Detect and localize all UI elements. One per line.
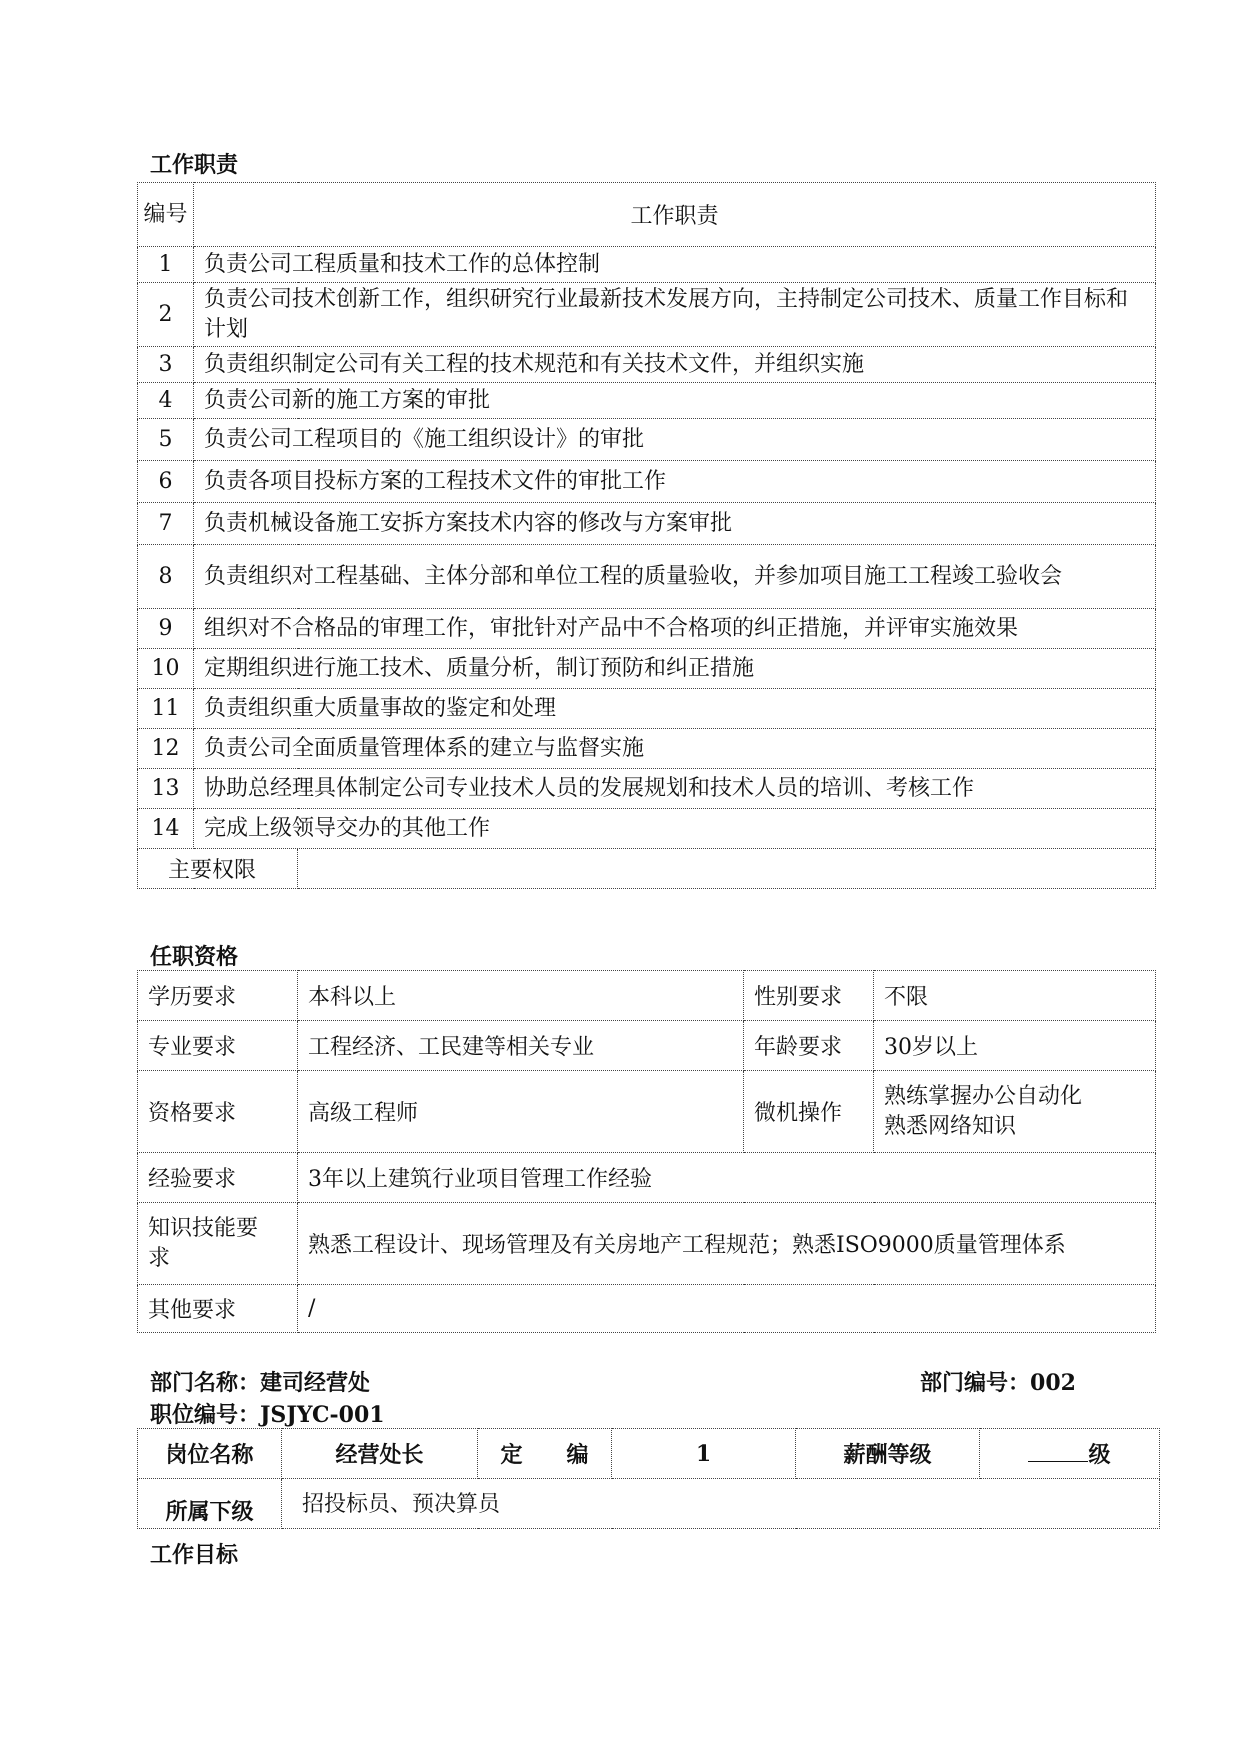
department-name-value: 建司经营处 [260,1370,371,1396]
computer-label: 微机操作 [744,1071,874,1153]
duty-row [138,461,1156,503]
subordinate-value: 招投标员、预决算员 [282,1479,1160,1529]
position-code-value: JSJYC-001 [260,1402,385,1428]
duty-row [138,347,1156,383]
duty-number: 10 [138,649,194,689]
other-value: / [298,1285,1156,1333]
subordinate-label: 所属下级 [138,1479,282,1529]
goals-section-title: 工作目标 [150,1542,239,1568]
duty-number: 7 [138,503,194,545]
duty-text: 负责公司技术创新工作，组织研究行业最新技术发展方向，主持制定公司技术、质量工作目标和计划 [194,283,1156,347]
education-value: 本科以上 [298,971,744,1021]
qualifications-section-title: 任职资格 [150,944,239,970]
duty-row [138,247,1156,283]
duty-text: 负责组织制定公司有关工程的技术规范和有关技术文件，并组织实施 [194,347,1156,383]
duty-number: 13 [138,769,194,809]
duty-text: 组织对不合格品的审理工作，审批针对产品中不合格项的纠正措施，并评审实施效果 [194,609,1156,649]
qualifications-table [137,970,1156,1333]
position-title-label: 岗位名称 [138,1429,282,1479]
experience-label: 经验要求 [138,1153,298,1203]
duty-number: 4 [138,383,194,419]
other-label: 其他要求 [138,1285,298,1333]
duty-number: 2 [138,283,194,347]
duty-row [138,769,1156,809]
computer-value [874,1071,1156,1153]
duty-text: 完成上级领导交办的其他工作 [194,809,1156,849]
duty-number: 11 [138,689,194,729]
gender-label: 性别要求 [744,971,874,1021]
duty-row [138,649,1156,689]
department-code [920,1366,1076,1397]
department-name-label: 部门名称： [150,1370,261,1396]
quota-label: 定 编 [478,1429,612,1479]
cert-value: 高级工程师 [298,1071,744,1153]
duty-text: 负责公司全面质量管理体系的建立与监督实施 [194,729,1156,769]
duty-row [138,419,1156,461]
duty-text: 负责公司工程项目的《施工组织设计》的审批 [194,419,1156,461]
duty-number: 14 [138,809,194,849]
position-title-value: 经营处长 [282,1429,478,1479]
duty-text: 负责公司新的施工方案的审批 [194,383,1156,419]
duties-section-title: 工作职责 [150,152,239,178]
computer-value-line-1: 熟练掌握办公自动化 [884,1083,1083,1109]
education-label: 学历要求 [138,971,298,1021]
authority-label: 主要权限 [138,849,298,889]
major-label: 专业要求 [138,1021,298,1071]
duty-text: 负责组织对工程基础、主体分部和单位工程的质量验收，并参加项目施工工程竣工验收会 [194,545,1156,609]
age-label: 年龄要求 [744,1021,874,1071]
duty-row [138,283,1156,347]
quota-value: 1 [612,1429,796,1479]
department-code-label: 部门编号： [920,1370,1031,1396]
duty-text: 协助总经理具体制定公司专业技术人员的发展规划和技术人员的培训、考核工作 [194,769,1156,809]
duty-row [138,545,1156,609]
duty-row [138,689,1156,729]
skills-label [138,1203,298,1285]
duty-row [138,383,1156,419]
skills-label-line-2: 求 [148,1245,171,1271]
duties-col-num-header: 编号 [138,183,194,247]
duty-number: 9 [138,609,194,649]
age-value: 30岁以上 [874,1021,1156,1071]
duty-text: 负责机械设备施工安拆方案技术内容的修改与方案审批 [194,503,1156,545]
position-code [150,1398,385,1429]
duty-number: 1 [138,247,194,283]
authority-value [298,849,1156,889]
duty-row [138,609,1156,649]
salary-suffix: 级 [1088,1442,1111,1468]
cert-label: 资格要求 [138,1071,298,1153]
duty-text: 负责公司工程质量和技术工作的总体控制 [194,247,1156,283]
authority-row [138,849,1156,889]
duty-number: 6 [138,461,194,503]
duty-text: 负责组织重大质量事故的鉴定和处理 [194,689,1156,729]
department-name [150,1366,370,1397]
duty-row [138,503,1156,545]
duty-number: 8 [138,545,194,609]
duty-number: 3 [138,347,194,383]
skills-label-line-1: 知识技能要 [148,1215,259,1241]
gender-value: 不限 [874,971,1156,1021]
skills-value: 熟悉工程设计、现场管理及有关房地产工程规范；熟悉ISO9000质量管理体系 [298,1203,1156,1285]
salary-value [980,1429,1160,1479]
duty-row [138,809,1156,849]
major-value: 工程经济、工民建等相关专业 [298,1021,744,1071]
position-table [137,1428,1160,1529]
duty-text: 负责各项目投标方案的工程技术文件的审批工作 [194,461,1156,503]
duty-text: 定期组织进行施工技术、质量分析，制订预防和纠正措施 [194,649,1156,689]
duty-number: 5 [138,419,194,461]
department-code-value: 002 [1030,1370,1076,1396]
computer-value-line-2: 熟悉网络知识 [884,1113,1017,1139]
experience-value: 3年以上建筑行业项目管理工作经验 [298,1153,1156,1203]
duties-col-duty-header: 工作职责 [194,183,1156,247]
salary-label: 薪酬等级 [796,1429,980,1479]
position-code-label: 职位编号： [150,1402,261,1428]
duty-number: 12 [138,729,194,769]
salary-blank [1028,1443,1088,1462]
duty-row [138,729,1156,769]
duties-table [137,182,1156,889]
